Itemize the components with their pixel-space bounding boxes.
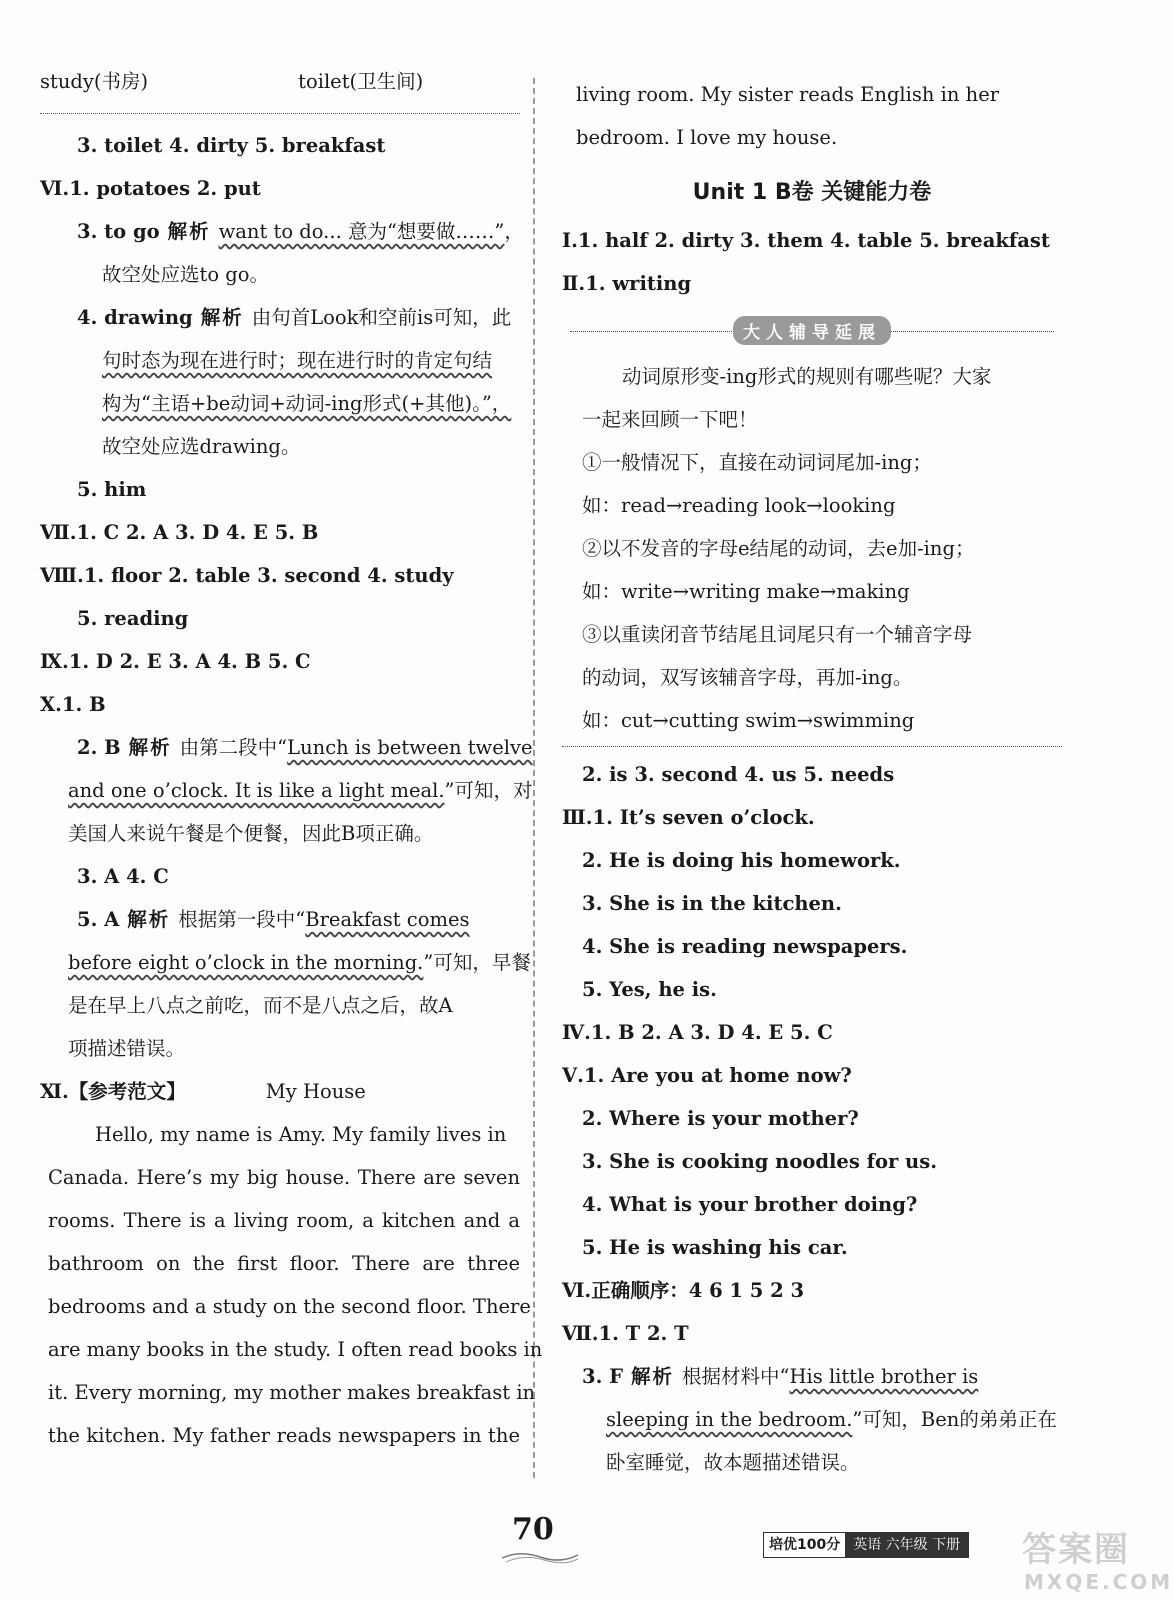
essay-line [562, 116, 1062, 159]
brand-label: 培优100分 [764, 1533, 845, 1557]
answer-line [562, 796, 1062, 839]
tip-line [562, 398, 1062, 441]
text: 3. toilet 4. dirty 5. breakfast [77, 134, 386, 157]
text: ③以重读闭音节结尾且词尾只有一个辅音字母 [582, 623, 973, 646]
answer-line [562, 219, 1062, 262]
tip-line [562, 484, 1062, 527]
left-column [40, 60, 543, 1457]
underlined-text: and one o’clock. It is like a light meal. [68, 779, 445, 802]
book-brand [763, 1532, 969, 1558]
text: 5. He is washing his car. [582, 1236, 848, 1259]
answer-line [40, 468, 520, 511]
answer-line [562, 1054, 1062, 1097]
text: 1. B 2. A 3. D 4. E 5. C [590, 1021, 833, 1044]
answer-line [562, 882, 1062, 925]
underlined-text: Lunch is between twelve [287, 736, 533, 759]
text: 1. C 2. A 3. D 4. E 5. B [76, 521, 319, 544]
text: 4. She is reading newspapers. [582, 935, 908, 958]
underlined-text: 句时态为现在进行时；现在进行时的肯定句结 [102, 349, 493, 372]
page-footer [0, 1512, 1140, 1572]
roman-numeral: Ⅹ. [40, 693, 62, 716]
tip-line [562, 441, 1062, 484]
text: the kitchen. My father reads newspapers in the [48, 1424, 520, 1447]
underlined-text: Breakfast comes [305, 908, 470, 931]
explanation-line [40, 812, 520, 855]
tips-banner [562, 311, 1062, 351]
text: 3. to go [77, 220, 160, 243]
text: 美国人来说午餐是个便餐，因此B项正确。 [68, 822, 434, 845]
essay-heading [40, 1070, 520, 1113]
explanation-line [40, 382, 520, 425]
text: 根据第一段中“ [178, 908, 306, 931]
text: 故空处应选to go。 [102, 263, 269, 286]
essay-line [40, 1156, 520, 1199]
answer-line [40, 855, 520, 898]
answer-line [40, 597, 520, 640]
tip-line [562, 613, 1062, 656]
roman-numeral: Ⅳ. [562, 1021, 591, 1044]
explanation-line [40, 1027, 520, 1070]
text: ， [504, 220, 524, 243]
analysis-label: 解析 [200, 306, 244, 329]
answer-line [562, 1355, 1062, 1398]
text: 2. He is doing his homework. [582, 849, 901, 872]
text: ”可知，早餐 [423, 951, 531, 974]
section-rule [562, 746, 1062, 747]
text: it. Every morning, my mother makes breakfast in [48, 1381, 536, 1404]
analysis-label: 解析 [127, 908, 171, 931]
text: 5. reading [77, 607, 189, 630]
text: 5. Yes, he is. [582, 978, 717, 1001]
text: 3. A 4. C [77, 865, 169, 888]
watermark-text: 答案圈 [1022, 1530, 1130, 1570]
text: 1. floor 2. table 3. second 4. study [83, 564, 454, 587]
tip-line [562, 570, 1062, 613]
text: 故空处应选drawing。 [102, 435, 301, 458]
text: ”可知，对 [444, 779, 533, 802]
essay-title: My House [265, 1080, 366, 1103]
text: 1. It’s seven o’clock. [592, 806, 815, 829]
answer-line [562, 1226, 1062, 1269]
answer-line [40, 554, 520, 597]
text: 的动词，双写该辅音字母，再加-ing。 [582, 666, 913, 689]
text: 一起来回顾一下吧！ [582, 408, 758, 431]
answer-line [562, 1097, 1062, 1140]
subject-label: 英语 六年级 下册 [845, 1533, 968, 1557]
text: 2. B [77, 736, 121, 759]
essay-line [40, 1285, 531, 1328]
answer-line [562, 1312, 1062, 1355]
roman-numeral: Ⅴ. [562, 1064, 584, 1087]
answer-line [40, 640, 520, 683]
section-rule [40, 113, 520, 114]
roman-numeral: Ⅶ. [40, 521, 77, 544]
column-divider [533, 78, 535, 1478]
right-column [562, 73, 1062, 1484]
text: 由第二段中“ [179, 736, 288, 759]
tip-line [562, 699, 1062, 742]
underlined-text: His little brother is [789, 1365, 979, 1388]
text: ”可知，Ben的弟弟正在 [852, 1408, 1057, 1431]
answer-line [40, 683, 520, 726]
text: bedroom. I love my house. [576, 126, 838, 149]
explanation-line [40, 253, 520, 296]
text: 3. F [582, 1365, 623, 1388]
essay-line [562, 73, 1062, 116]
underlined-text: before eight o’clock in the morning. [68, 951, 424, 974]
answer-line [40, 167, 520, 210]
answer-line [40, 210, 524, 253]
text: Canada. Here’s my big house. There are seven [48, 1166, 520, 1189]
text: 是在早上八点之前吃，而不是八点之后，故A [68, 994, 453, 1017]
roman-numeral: Ⅵ. [40, 177, 70, 200]
text: 如：cut→cutting swim→swimming [582, 709, 915, 732]
answer-line [562, 925, 1062, 968]
roman-numeral: Ⅵ. [562, 1279, 592, 1302]
text: 项描述错误。 [68, 1037, 186, 1060]
text: 2. Where is your mother? [582, 1107, 859, 1130]
roman-numeral: Ⅱ. [562, 272, 586, 295]
text: 1. potatoes 2. put [69, 177, 261, 200]
answer-line [562, 262, 1062, 305]
answer-line [562, 968, 1062, 1011]
explanation-line [40, 984, 520, 1027]
text: ①一般情况下，直接在动词词尾加-ing； [582, 451, 932, 474]
analysis-label: 解析 [167, 220, 211, 243]
essay-line [40, 1414, 520, 1457]
text: are many books in the study. I often read books in [48, 1338, 543, 1361]
text: 4. drawing [77, 306, 193, 329]
watermark-logo [1018, 1520, 1173, 1596]
text: 1. writing [585, 272, 692, 295]
text: rooms. There is a living room, a kitchen and a [48, 1209, 520, 1232]
roman-numeral: Ⅰ. [562, 229, 578, 252]
explanation-line [40, 339, 520, 382]
answer-line [40, 726, 533, 769]
answer-line [40, 898, 520, 941]
text: 1. T 2. T [598, 1322, 689, 1345]
answer-line [562, 1269, 1062, 1312]
explanation-line [40, 769, 533, 812]
essay-line [40, 1371, 536, 1414]
tip-line [562, 355, 1062, 398]
text: living room. My sister reads English in her [576, 83, 1000, 106]
explanation-line [40, 425, 520, 468]
essay-line [40, 1113, 520, 1156]
text: ②以不发音的字母e结尾的动词，去e加-ing； [582, 537, 975, 560]
explanation-line [562, 1441, 1062, 1484]
banner-label: 大人辅导延展 [733, 316, 891, 345]
vocab-line [40, 60, 520, 103]
essay-line [40, 1199, 520, 1242]
underlined-text: sleeping in the bedroom. [606, 1408, 853, 1431]
text: 动词原形变-ing形式的规则有哪些呢？大家 [622, 365, 992, 388]
answer-line [562, 1011, 1062, 1054]
text: 4. What is your brother doing? [582, 1193, 918, 1216]
underlined-text: want to do... 意为“想要做……” [218, 220, 505, 243]
text: 3. She is cooking noodles for us. [582, 1150, 937, 1173]
text: 如：read→reading look→looking [582, 494, 896, 517]
unit-title: Unit 1 B卷 关键能力卷 [692, 180, 932, 205]
wave-ornament-icon [500, 1550, 580, 1564]
text: 1. B [61, 693, 106, 716]
text: 5. him [77, 478, 147, 501]
text: 卧室睡觉，故本题描述错误。 [606, 1451, 860, 1474]
text: bathroom on the first floor. There are three [48, 1252, 520, 1275]
tip-line [562, 656, 1062, 699]
text: 由句首Look和空前is可知，此 [251, 306, 512, 329]
text: 1. Are you at home now? [583, 1064, 852, 1087]
answer-line [562, 1140, 1062, 1183]
text: toilet(卫生间) [298, 70, 424, 93]
text: 5. A [77, 908, 120, 931]
text: 1. half 2. dirty 3. them 4. table 5. breakfast [577, 229, 1050, 252]
essay-line [40, 1328, 543, 1371]
roman-numeral: Ⅸ. [40, 650, 69, 673]
roman-numeral: Ⅶ. [562, 1322, 599, 1345]
text: 如：write→writing make→making [582, 580, 910, 603]
text: 1. D 2. E 3. A 4. B 5. C [68, 650, 311, 673]
tip-line [562, 527, 1062, 570]
explanation-line [562, 1398, 1062, 1441]
answer-line [562, 1183, 1062, 1226]
text: 根据材料中“ [682, 1365, 790, 1388]
text: 3. She is in the kitchen. [582, 892, 842, 915]
roman-numeral: Ⅷ. [40, 564, 84, 587]
text: 正确顺序：4 6 1 5 2 3 [591, 1279, 805, 1302]
answer-line [40, 511, 520, 554]
page-number: 70 [512, 1512, 554, 1547]
answer-line [40, 124, 520, 167]
text: study(书房) [40, 70, 149, 93]
text: Hello, my name is Amy. My family lives in [95, 1123, 507, 1146]
watermark-url: MXQE.COM [1024, 1570, 1173, 1594]
text: bedrooms and a study on the second floor. There [48, 1295, 531, 1318]
roman-numeral: Ⅲ. [562, 806, 593, 829]
explanation-line [40, 941, 531, 984]
answer-line [562, 839, 1062, 882]
analysis-label: 解析 [128, 736, 172, 759]
underlined-text: 构为“主语+be动词+动词-ing形式(+其他)。”， [102, 392, 512, 415]
answer-line [562, 753, 1062, 796]
sample-essay-label: 【参考范文】 [68, 1080, 186, 1103]
answer-line [40, 296, 520, 339]
essay-line [40, 1242, 520, 1285]
text: 2. is 3. second 4. us 5. needs [582, 763, 895, 786]
roman-numeral: Ⅺ. [40, 1080, 69, 1103]
analysis-label: 解析 [631, 1365, 675, 1388]
